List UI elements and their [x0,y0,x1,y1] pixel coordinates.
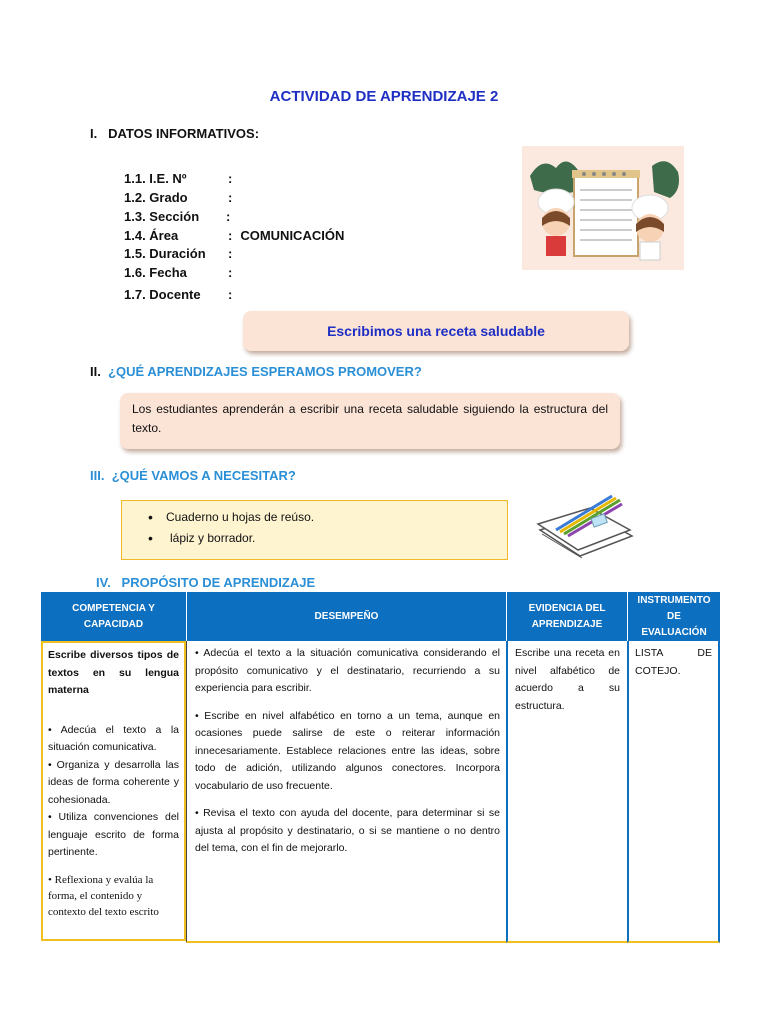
table-header-evidencia: EVIDENCIA DEL APRENDIZAJE [507,592,627,641]
desempeno-item: • Adecúa el texto a la situación comunicativa considerando el propósito comunicativo y el destinatario, recurriendo a su experiencia para escribir. [195,647,500,694]
dato-label: 1.2. Grado [124,190,188,205]
dato-label: 1.7. Docente [124,287,201,302]
section-datos-heading [90,126,259,141]
dato-sep: : [228,228,233,243]
dato-label: 1.3. Sección [124,209,200,224]
capacidad-item: • Adecúa el texto a la situación comunicativa. [48,723,179,753]
table-header-desempeno: DESEMPEÑO [187,592,506,641]
dato-sep: : [226,209,231,224]
list-item: • lápiz y borrador. [142,528,507,549]
dato-ie [124,171,240,186]
dato-value: COMUNICACIÓN [240,228,345,243]
section-label: ¿QUÉ VAMOS A NECESITAR? [111,468,296,483]
dato-sep: : [228,190,233,205]
competencia-title: Escribe diversos tipos de textos en su lengua materna [48,649,179,696]
chefs-illustration [522,146,684,270]
section-proposito-heading [96,575,315,590]
instrumento-text: LISTA DE COTEJO. [635,647,712,677]
desempeno-item: • Escribe en nivel alfabético en torno a un tema, aunque en ocasiones puede salirse de este o reiterar información innecesariamente. Establece relaciones entre las ideas, sobre todo de adición, utilizando algunos conectores. Incorpora vocabulario de uso frecuente. [195,709,500,792]
dato-sep: : [228,171,233,186]
competencia-cell [41,641,186,941]
section-number: III. [90,468,105,483]
section-label: DATOS INFORMATIVOS: [108,126,260,141]
list-item: • Cuaderno u hojas de reúso. [142,507,507,528]
dato-sep: : [228,246,233,261]
evidencia-text: Escribe una receta en nivel alfabético de acuerdo a su estructura. [515,647,620,712]
section-number: II. [90,364,101,379]
dato-sep: : [228,287,233,302]
section-label: PROPÓSITO DE APRENDIZAJE [121,575,316,590]
section-number: I. [90,126,98,141]
desempeno-cell [186,641,506,943]
capacidad-item: • Organiza y desarrolla las ideas de forma coherente y cohesionada. [48,758,179,806]
section-label: ¿QUÉ APRENDIZAJES ESPERAMOS PROMOVER? [108,364,422,379]
session-title-box [243,311,629,351]
dato-seccion [124,209,238,224]
dato-sep: : [228,265,233,280]
dato-label: 1.5. Duración [124,246,206,261]
pencils-paper-illustration [534,486,638,560]
dato-label: 1.4. Área [124,228,179,243]
page-title: ACTIVIDAD DE APRENDIZAJE 2 [269,88,499,105]
section-number: IV. [96,575,111,590]
evidencia-cell [506,641,627,943]
section-necesitar-heading [90,468,296,483]
aprendizajes-text: Los estudiantes aprenderán a escribir una receta saludable siguiendo la estructura del texto. [132,402,608,435]
dato-label: 1.1. I.E. Nº [124,171,187,186]
instrumento-cell [627,641,720,943]
session-title: Escribimos una receta saludable [327,323,545,339]
dato-grado [124,190,240,205]
aprendizajes-box [120,393,620,449]
dato-fecha [124,265,240,280]
dato-area [124,228,344,243]
table-header-competencia: COMPETENCIA Y CAPACIDAD [41,592,186,641]
capacidad-item: • Reflexiona y evalúa la forma, el contenido y contexto del texto escrito [48,873,159,918]
materiales-list [142,507,507,549]
dato-label: 1.6. Fecha [124,265,187,280]
desempeno-item: • Revisa el texto con ayuda del docente, para determinar si se ajusta al propósito y destinatario, o si se mantiene o no dentro del tema, con el fin de mejorarlo. [195,807,500,854]
section-aprendizajes-heading [90,364,422,379]
dato-duracion [124,246,240,261]
materiales-box [121,500,508,560]
capacidad-item: • Utiliza convenciones del lenguaje escrito de forma pertinente. [48,811,179,858]
dato-docente [124,287,240,302]
table-header-instrumento: INSTRUMENTO DE EVALUACIÓN [628,592,720,641]
